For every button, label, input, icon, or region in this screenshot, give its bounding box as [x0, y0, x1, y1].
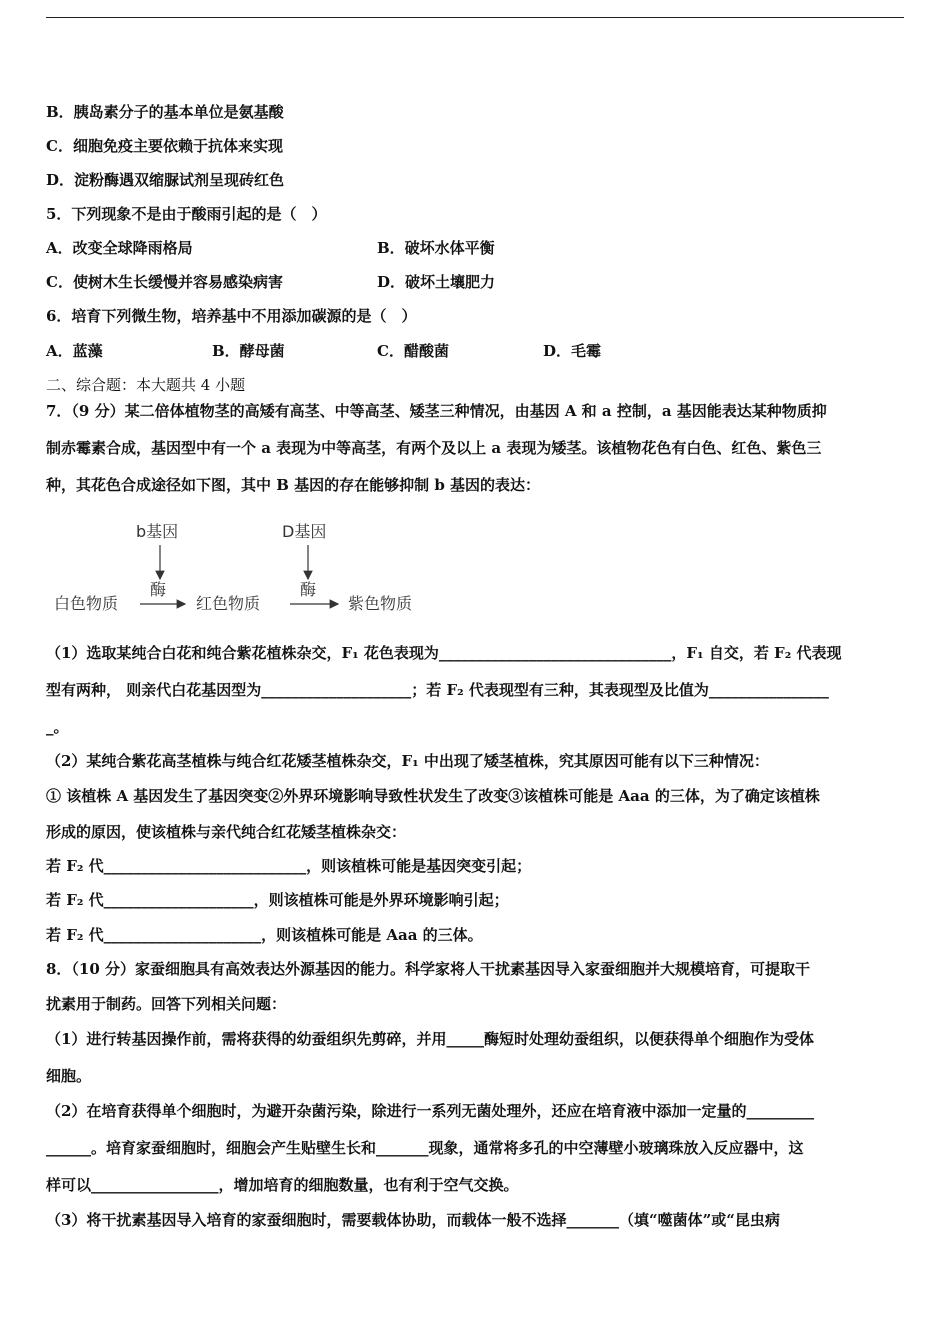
q7-line-2: 制赤霉素合成，基因型中有一个 a 表现为中等高茎，有两个及以上 a 表现为矮茎。该植物花色有白色、红色、紫色三 [46, 439, 822, 457]
q7-part2-line-1: （2）某纯合紫花高茎植株与纯合红花矮茎植株杂交，F₁ 中出现了矮茎植株，究其原因可能有以下三种情况： [46, 752, 769, 770]
section-heading: 二、综合题：本大题共 4 小题 [46, 376, 246, 394]
q6-option-c: C．醋酸菌 [377, 342, 449, 360]
q7-part1-line-1: （1）选取某纯合白花和纯合紫花植株杂交，F₁ 花色表现为_______________________________，F₁ 自交，若 F₂ 代表现 [46, 644, 842, 662]
q7-line-1: 7．（9 分）某二倍体植物茎的高矮有高茎、中等高茎、矮茎三种情况，由基因 A 和 a 控制，a 基因能表达某种物质抑 [46, 402, 827, 420]
q8-part2-line-1: （2）在培育获得单个细胞时，为避开杂菌污染，除进行一系列无菌处理外，还应在培育液中添加一定量的_________ [46, 1102, 814, 1120]
q5-option-d: D．破坏土壤肥力 [377, 273, 496, 291]
q6-option-a: A．蓝藻 [46, 342, 103, 360]
q8-part2-line-3: 样可以_________________，增加培育的细胞数量，也有利于空气交换。 [46, 1176, 519, 1194]
q6-option-b: B．酵母菌 [212, 342, 285, 360]
q8-line-2: 扰素用于制药。回答下列相关问题： [46, 995, 287, 1013]
question-6: 6．培育下列微生物，培养基中不用添加碳源的是（ ） [46, 307, 417, 325]
q8-part2-line-2: ______。培育家蚕细胞时，细胞会产生贴壁生长和_______现象，通常将多孔的中空薄壁小玻璃珠放入反应器中，这 [46, 1139, 804, 1157]
option-d-line: D．淀粉酶遇双缩脲试剂呈现砖红色 [46, 171, 285, 189]
enzyme-1-label: 酶 [150, 580, 167, 599]
q5-option-c: C．使树木生长缓慢并容易感染病害 [46, 273, 283, 291]
q7-part2-line-6: 若 F₂ 代_____________________，则该植株可能是 Aaa 的三体。 [46, 926, 483, 944]
q8-part1-line-1: （1）进行转基因操作前，需将获得的幼蚕组织先剪碎，并用_____酶短时处理幼蚕组织，以便获得单个细胞作为受体 [46, 1030, 814, 1048]
question-5: 5．下列现象不是由于酸雨引起的是（ ） [46, 205, 327, 223]
q7-part1-line-3: _。 [46, 718, 69, 736]
q7-line-3: 种，其花色合成途径如下图，其中 B 基因的存在能够抑制 b 基因的表达： [46, 476, 541, 494]
q5-option-a: A．改变全球降雨格局 [46, 239, 193, 257]
q7-part1-line-2: 型有两种， 则亲代白花基因型为____________________；若 F₂ 代表现型有三种，其表现型及比值为________________ [46, 681, 829, 699]
q7-part2-line-2: ① 该植株 A 基因发生了基因突变②外界环境影响导致性状发生了改变③该植株可能是 Aaa 的三体，为了确定该植株 [46, 787, 820, 805]
q5-option-b: B．破坏水体平衡 [377, 239, 495, 257]
q7-part2-line-3: 形成的原因，使该植株与亲代纯合红花矮茎植株杂交： [46, 823, 407, 841]
purple-substance-label: 紫色物质 [348, 594, 413, 613]
header-rule [46, 17, 904, 18]
gene-b-label: b基因 [136, 522, 179, 541]
white-substance-label: 白色物质 [54, 594, 119, 613]
option-c-line: C．细胞免疫主要依赖于抗体来实现 [46, 137, 283, 155]
gene-d-label: D基因 [282, 522, 327, 541]
q8-part3-line-1: （3）将干扰素基因导入培育的家蚕细胞时，需要载体协助，而载体一般不选择_______（填“噬菌体”或“昆虫病 [46, 1211, 780, 1229]
option-b-line: B．胰岛素分子的基本单位是氨基酸 [46, 103, 284, 121]
q8-part1-line-2: 细胞。 [46, 1067, 92, 1085]
flower-color-pathway-diagram [50, 515, 450, 625]
q8-line-1: 8．（10 分）家蚕细胞具有高效表达外源基因的能力。科学家将人干扰素基因导入家蚕细胞并大规模培育，可提取干 [46, 960, 811, 978]
enzyme-2-label: 酶 [300, 580, 317, 599]
q7-part2-line-5: 若 F₂ 代____________________，则该植株可能是外界环境影响引起； [46, 891, 509, 909]
q7-part2-line-4: 若 F₂ 代___________________________，则该植株可能是基因突变引起； [46, 857, 532, 875]
q6-option-d: D．毛霉 [543, 342, 602, 360]
red-substance-label: 红色物质 [196, 594, 261, 613]
